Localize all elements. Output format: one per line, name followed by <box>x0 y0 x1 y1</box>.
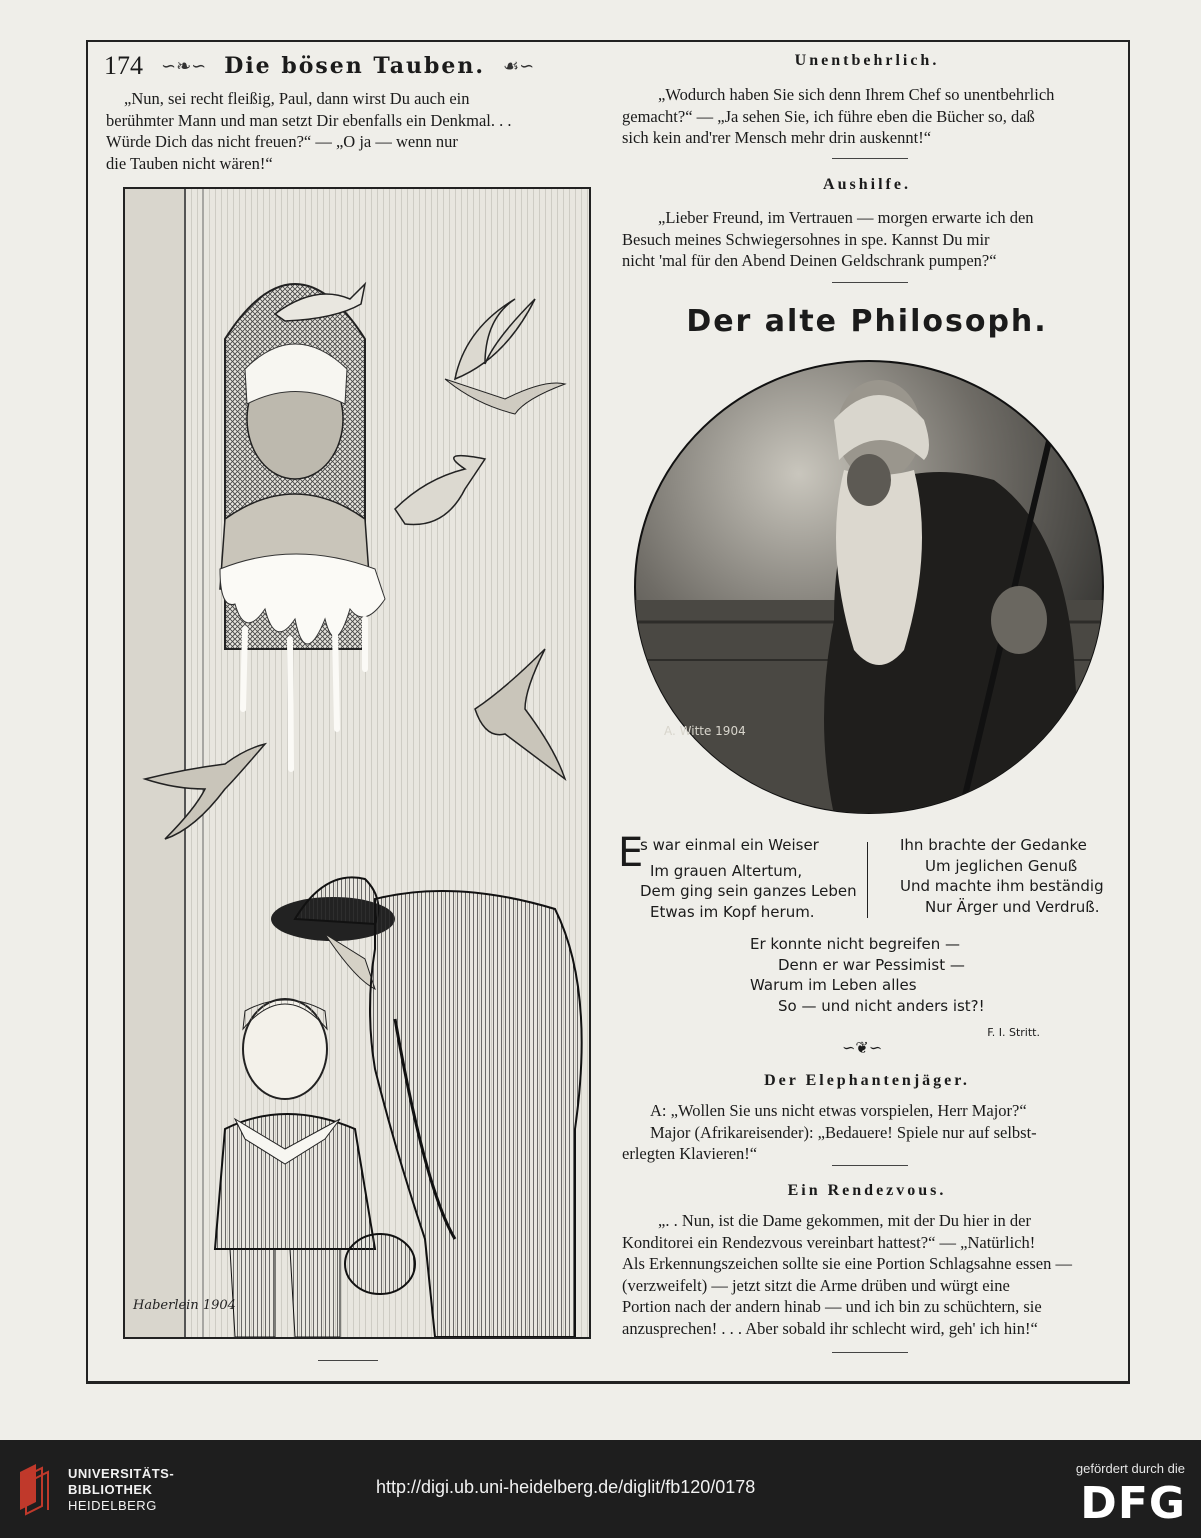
philosopher-portrait <box>634 360 1104 815</box>
poem-line-text: s war einmal ein Weiser <box>640 836 819 854</box>
poem-line: Dem ging sein ganzes Leben <box>640 882 857 900</box>
flourish-right-icon: ☙∽ <box>503 55 535 77</box>
poem-divider <box>867 842 868 918</box>
aushilfe-line: „Lieber Freund, im Vertrauen — morgen erwarte ich den <box>658 208 1034 227</box>
aushilfe-line: nicht 'mal für den Abend Deinen Geldschrank pumpen?“ <box>622 251 997 270</box>
elephantenjaeger-line: Major (Afrikareisender): „Bedauere! Spiele nur auf selbst- <box>650 1122 1037 1142</box>
library-line: UNIVERSITÄTS- <box>68 1466 175 1481</box>
ornament-icon: ∽❦∽ <box>842 1038 883 1057</box>
rule-after-rendezvous <box>832 1352 908 1353</box>
caption-line: „Nun, sei recht fleißig, Paul, dann wirst Du auch ein <box>124 89 470 108</box>
rendezvous-line: Als Erkennungszeichen sollte sie eine Portion Schlagsahne essen — <box>622 1254 1072 1273</box>
drop-cap: E <box>618 830 644 876</box>
poem-line: Und machte ihm beständig <box>900 877 1104 895</box>
poem-stanza-left <box>618 830 868 922</box>
aushilfe-text <box>622 207 1114 272</box>
poem-line: Warum im Leben alles <box>750 976 917 994</box>
poem-stanza-right <box>885 835 1125 917</box>
page-frame-bottom-rule <box>86 1381 1130 1384</box>
rendezvous-line: „. . Nun, ist die Dame gekommen, mit der Du hier in der <box>658 1211 1031 1230</box>
caption-line: die Tauben nicht wären!“ <box>106 153 273 173</box>
library-line: BIBLIOTHEK <box>68 1482 153 1497</box>
unentbehrlich-title: Unentbehrlich. <box>794 52 940 69</box>
poem-line: Im grauen Altertum, <box>650 861 803 880</box>
philosoph-title: Der alte Philosoph. <box>686 304 1048 339</box>
poem-line: Um jeglichen Genuß <box>925 856 1078 875</box>
poem-line: Ihn brachte der Gedanke <box>900 836 1087 854</box>
running-title: Die bösen Tauben. <box>224 53 485 79</box>
elephantenjaeger-line: erlegten Klavieren!“ <box>622 1144 758 1163</box>
aushilfe-line: Besuch meines Schwiegersohnes in spe. Kannst Du mir <box>622 229 990 249</box>
poem-author: F. I. Stritt. <box>987 1026 1040 1039</box>
rendezvous-line: Konditorei ein Rendezvous vereinbart hattest?“ — „Natürlich! <box>622 1232 1036 1252</box>
poem-line: Er konnte nicht begreifen — <box>750 935 960 953</box>
unentbehrlich-line: gemacht?“ — „Ja sehen Sie, ich führe eben die Bücher so, daß <box>622 106 1035 126</box>
poem-line: So — und nicht anders ist?! <box>778 996 985 1015</box>
portrait-signature: A. Witte 1904 <box>664 724 746 738</box>
cartoon-drawing <box>125 189 589 1337</box>
poem-stanza-center <box>750 934 1050 1016</box>
rendezvous-line: Portion nach der andern hinab — und ich bin zu schüchtern, sie <box>622 1297 1042 1316</box>
elephantenjaeger-text <box>622 1100 1114 1165</box>
permalink-url[interactable]: http://digi.ub.uni-heidelberg.de/diglit/fb120/0178 <box>376 1477 756 1497</box>
poem-line: Denn er war Pessimist — <box>778 955 965 974</box>
university-library-logo-icon[interactable] <box>16 1462 60 1516</box>
rule-after-elephantenjaeger <box>832 1165 908 1166</box>
page-header <box>104 50 584 82</box>
library-line: HEIDELBERG <box>68 1498 157 1513</box>
portrait-drawing <box>634 360 1104 815</box>
rendezvous-text <box>622 1210 1114 1339</box>
unentbehrlich-line: „Wodurch haben Sie sich denn Ihrem Chef so unentbehrlich <box>658 85 1055 104</box>
university-library-name[interactable] <box>68 1466 174 1514</box>
illustration-signature: Haberlein 1904 <box>133 1298 236 1313</box>
unentbehrlich-line: sich kein and'rer Mensch mehr drin auskennt!“ <box>622 128 932 147</box>
left-bottom-rule <box>318 1360 378 1361</box>
caption-line: Würde Dich das nicht freuen?“ — „O ja — wenn nur <box>106 132 458 151</box>
cartoon-illustration <box>123 187 591 1339</box>
cartoon-caption <box>106 88 598 174</box>
poem-line: Etwas im Kopf herum. <box>650 902 815 921</box>
poem-line: Nur Ärger und Verdruß. <box>925 897 1100 916</box>
unentbehrlich-text <box>622 84 1114 149</box>
flourish-left-icon: ∽❧∽ <box>161 55 207 77</box>
dfg-logo[interactable]: DFG <box>1080 1478 1186 1529</box>
funding-caption: gefördert durch die <box>1075 1461 1185 1476</box>
elephantenjaeger-line: A: „Wollen Sie uns nicht etwas vorspielen, Herr Major?“ <box>650 1101 1027 1120</box>
rendezvous-title: Ein Rendezvous. <box>787 1182 947 1199</box>
caption-line: berühmter Mann und man setzt Dir ebenfalls ein Denkmal. . . <box>106 110 512 130</box>
rendezvous-line: anzusprechen! . . . Aber sobald ihr schlecht wird, geh' ich hin!“ <box>622 1318 1038 1338</box>
aushilfe-title: Aushilfe. <box>823 176 911 193</box>
elephantenjaeger-title: Der Elephantenjäger. <box>764 1072 970 1089</box>
page-number: 174 <box>104 51 143 80</box>
rule-after-aushilfe <box>832 282 908 283</box>
rule-after-unentbehrlich <box>832 158 908 159</box>
rendezvous-line: (verzweifelt) — jetzt sitzt die Arme drüben und würgt eine <box>622 1275 1010 1295</box>
